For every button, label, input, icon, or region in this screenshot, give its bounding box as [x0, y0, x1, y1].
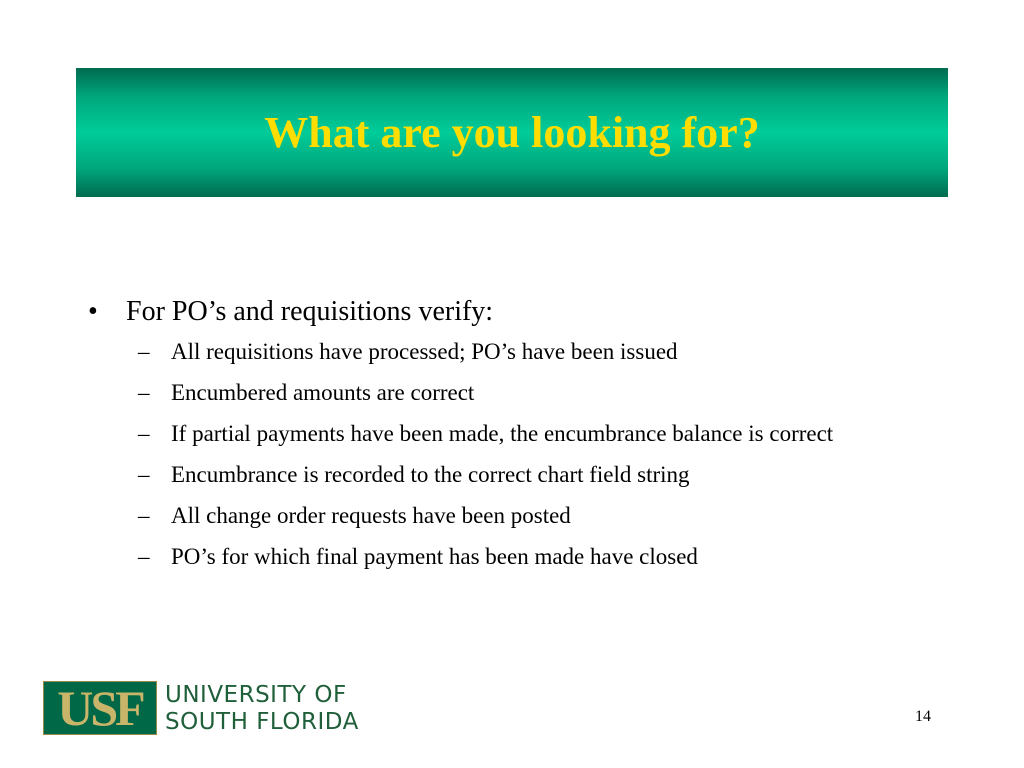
sub-bullet-text: All change order requests have been posted: [171, 503, 571, 528]
usf-logo: [43, 681, 370, 737]
sub-bullet-text: All requisitions have processed; PO’s have been issued: [171, 339, 678, 364]
sub-bullet: [138, 540, 928, 573]
sub-bullet-text: Encumbrance is recorded to the correct chart field string: [171, 462, 690, 487]
sub-bullet-list: [88, 335, 928, 573]
usf-logo-wordmark: [165, 681, 359, 737]
sub-bullet: [138, 458, 928, 491]
sub-bullet-text: Encumbered amounts are correct: [171, 380, 475, 405]
dash-marker: –: [138, 339, 150, 364]
usf-logo-mark: [43, 681, 157, 735]
usf-logo-letters: USF: [57, 680, 143, 736]
sub-bullet: [138, 417, 928, 450]
sub-bullet: [138, 335, 928, 368]
bullet-marker: •: [88, 296, 98, 327]
slide-title: What are you looking for?: [264, 107, 760, 157]
logo-line-2: SOUTH FLORIDA: [165, 709, 359, 735]
sub-bullet-text: PO’s for which final payment has been made have closed: [171, 544, 698, 569]
dash-marker: –: [138, 421, 150, 446]
dash-marker: –: [138, 544, 150, 569]
page-number: 14: [915, 708, 931, 725]
main-bullet-text: For PO’s and requisitions verify:: [126, 296, 494, 327]
main-bullet: [88, 293, 928, 331]
sub-bullet: [138, 499, 928, 532]
dash-marker: –: [138, 462, 150, 487]
dash-marker: –: [138, 380, 150, 405]
logo-line-1: UNIVERSITY OF: [165, 682, 347, 708]
title-banner: [76, 68, 948, 197]
dash-marker: –: [138, 503, 150, 528]
sub-bullet: [138, 376, 928, 409]
slide-content: [88, 293, 928, 581]
sub-bullet-text: If partial payments have been made, the encumbrance balance is correct: [171, 421, 834, 446]
